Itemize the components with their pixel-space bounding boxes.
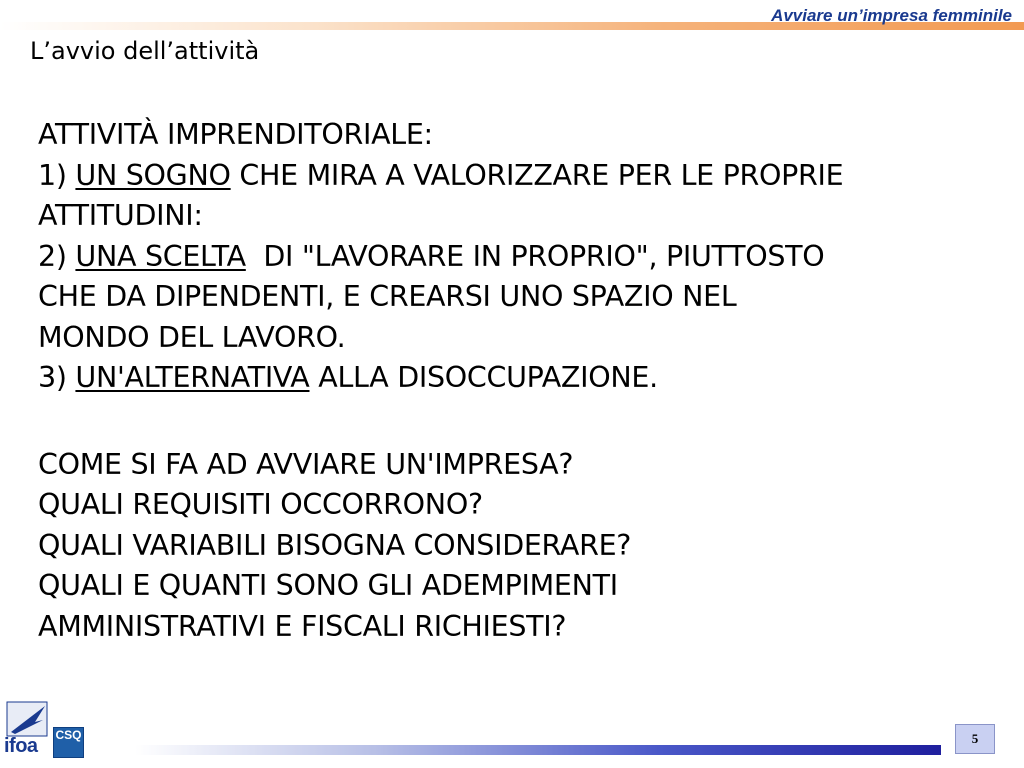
- question-3: QUALI VARIABILI BISOGNA CONSIDERARE?: [38, 528, 632, 562]
- slide-content: [38, 115, 998, 647]
- question-1: COME SI FA AD AVVIARE UN'IMPRESA?: [38, 447, 574, 481]
- item3-line: [38, 358, 998, 399]
- question-4-line1: QUALI E QUANTI SONO GLI ADEMPIMENTI: [38, 569, 618, 602]
- item2-keyword: UNA SCELTA: [75, 239, 246, 273]
- item3-keyword: UN'ALTERNATIVA: [75, 361, 310, 394]
- item2-prefix: 2): [38, 239, 76, 273]
- section-spacer: [38, 399, 998, 445]
- question-4-line2: AMMINISTRATIVI E FISCALI RICHIESTI?: [38, 609, 567, 643]
- item2-line: [38, 237, 998, 278]
- presentation-title: Avviare un’impresa femminile: [771, 6, 1012, 25]
- ifoa-logo-text: ifoa: [4, 735, 38, 757]
- block1-heading: ATTIVITÀ IMPRENDITORIALE:: [38, 118, 433, 151]
- item2-line2: CHE DA DIPENDENTI, E CREARSI UNO SPAZIO NEL: [38, 280, 737, 313]
- item2-line3: MONDO DEL LAVORO.: [38, 320, 346, 354]
- item1-text: CHE MIRA A VALORIZZARE PER LE PROPRIE: [230, 158, 844, 192]
- item1-keyword: UN SOGNO: [75, 158, 231, 192]
- item1-line2: ATTITUDINI:: [38, 199, 203, 232]
- item1-line: [38, 156, 998, 197]
- csq-logo: CSQ: [53, 727, 84, 758]
- slide-title: L’avvio dell’attività: [30, 37, 260, 65]
- page-number: 5: [955, 724, 995, 754]
- item1-prefix: 1): [38, 158, 76, 192]
- item3-text: ALLA DISOCCUPAZIONE.: [309, 361, 658, 394]
- item2-text: DI "LAVORARE IN PROPRIO", PIUTTOSTO: [245, 239, 825, 273]
- question-2: QUALI REQUISITI OCCORRONO?: [38, 488, 483, 521]
- item3-prefix: 3): [38, 361, 76, 394]
- bottom-accent-bar: [135, 745, 941, 755]
